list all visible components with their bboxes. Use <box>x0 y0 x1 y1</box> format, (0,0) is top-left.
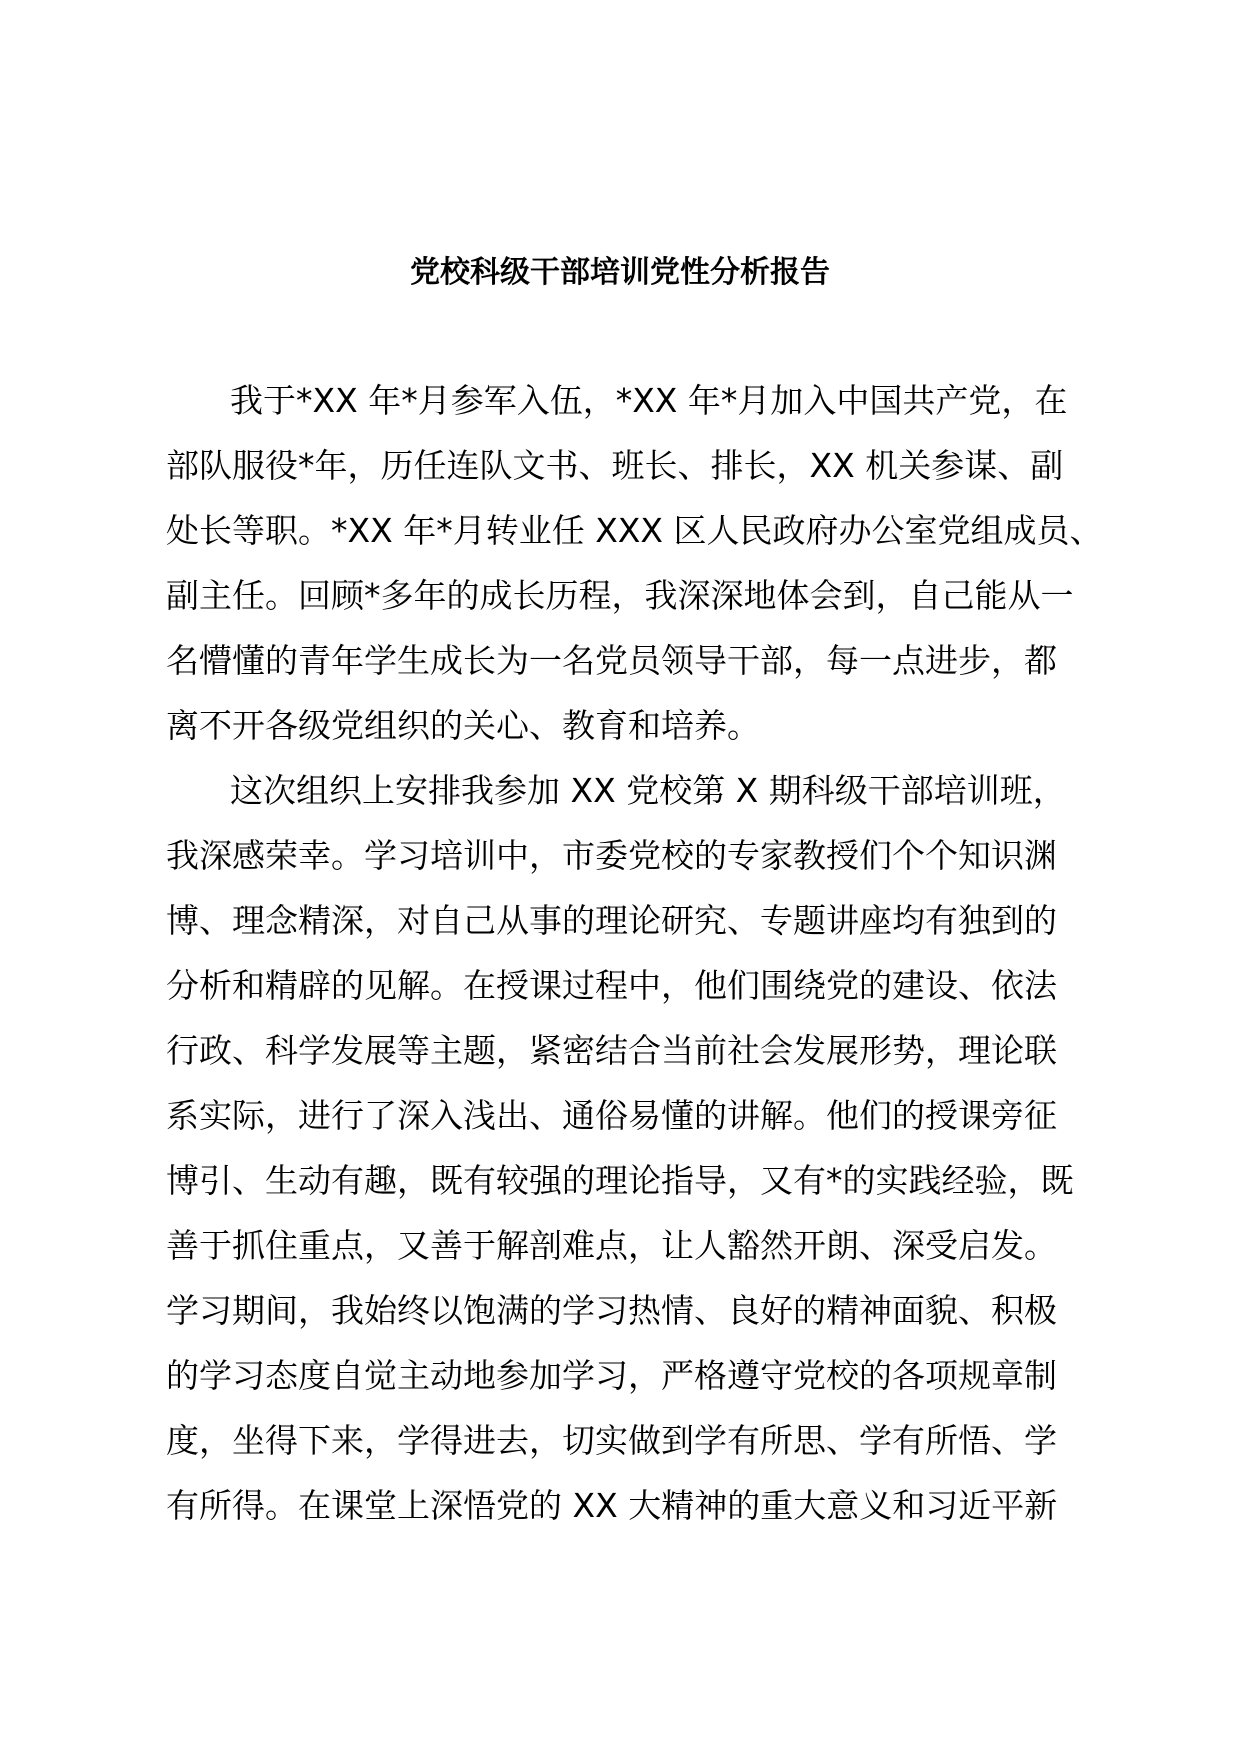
paragraph-2-line-6: 系实际，进行了深入浅出、通俗易懂的讲解。他们的授课旁征 <box>166 1096 1057 1135</box>
paragraph-1-line-5: 名懵懂的青年学生成长为一名党员领导干部，每一点进步，都 <box>166 641 1057 680</box>
paragraph-2-line-7: 博引、生动有趣，既有较强的理论指导，又有*的实践经验，既 <box>166 1161 1074 1200</box>
paragraph-2-line-3: 博、理念精深，对自己从事的理论研究、专题讲座均有独到的 <box>166 901 1057 940</box>
document-title: 党校科级干部培训党性分析报告 <box>410 255 830 290</box>
paragraph-1 <box>166 368 1103 758</box>
document-body <box>166 368 1103 1538</box>
paragraph-2-line-8: 善于抓住重点，又善于解剖难点，让人豁然开朗、深受启发。 <box>166 1226 1057 1265</box>
paragraph-1-line-1: 我于*XX 年*月参军入伍，*XX 年*月加入中国共产党，在 <box>230 381 1068 420</box>
paragraph-2-line-4: 分析和精辟的见解。在授课过程中，他们围绕党的建设、依法 <box>166 966 1057 1005</box>
paragraph-2-line-11: 度，坐得下来，学得进去，切实做到学有所思、学有所悟、学 <box>166 1421 1057 1460</box>
paragraph-2-line-5: 行政、科学发展等主题，紧密结合当前社会发展形势，理论联 <box>166 1031 1057 1070</box>
paragraph-2-line-2: 我深感荣幸。学习培训中，市委党校的专家教授们个个知识渊 <box>166 836 1057 875</box>
paragraph-1-line-2: 部队服役*年，历任连队文书、班长、排长，XX 机关参谋、副 <box>166 446 1064 485</box>
paragraph-1-line-6: 离不开各级党组织的关心、教育和培养。 <box>166 706 760 745</box>
paragraph-2-line-1: 这次组织上安排我参加 XX 党校第 X 期科级干部培训班， <box>230 771 1066 810</box>
paragraph-1-line-3: 处长等职。*XX 年*月转业任 XXX 区人民政府办公室党组成员、 <box>166 511 1103 550</box>
paragraph-1-line-4: 副主任。回顾*多年的成长历程，我深深地体会到，自己能从一 <box>166 576 1074 615</box>
paragraph-2-line-9: 学习期间，我始终以饱满的学习热情、良好的精神面貌、积极 <box>166 1291 1057 1330</box>
paragraph-2-line-12: 有所得。在课堂上深悟党的 XX 大精神的重大意义和习近平新 <box>166 1486 1058 1525</box>
paragraph-2 <box>166 758 1086 1538</box>
paragraph-2-line-10: 的学习态度自觉主动地参加学习，严格遵守党校的各项规章制 <box>166 1356 1057 1395</box>
